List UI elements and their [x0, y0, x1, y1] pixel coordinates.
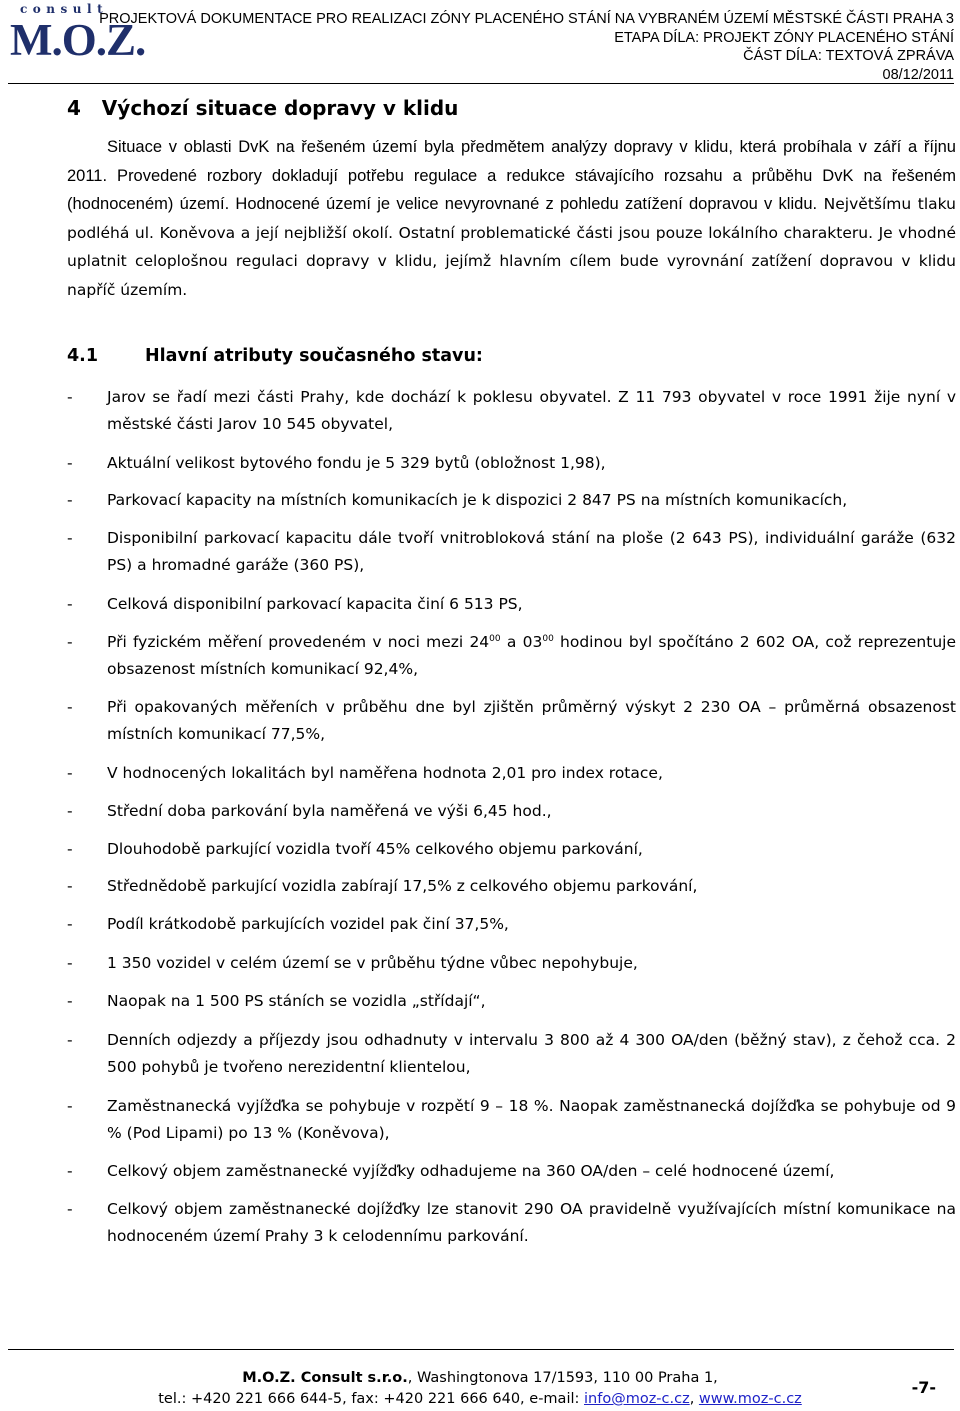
subsection-number: 4.1: [67, 346, 99, 366]
list-item: - Naopak na 1 500 PS stáních se vozidla „střídají“,: [67, 992, 486, 1010]
list-item: - Celkový objem zaměstnanecké vyjížďky odhadujeme na 360 OA/den – celé hodnocené území,: [67, 1162, 835, 1180]
list-item: - Zaměstnanecká vyjížďka se pohybuje v rozpětí 9 – 18 %. Naopak zaměstnanecká dojížďka se pohybuje od 9 % (Pod Lipami) po 13 % (Koněvova),: [67, 1097, 956, 1142]
list-item: - Disponibilní parkovací kapacitu dále tvoří vnitrobloková stání na ploše (2 643 PS), individuální garáže (632 PS) a hromadné garáže (360 PS),: [67, 529, 956, 574]
list-item: - Denních odjezdy a příjezdy jsou odhadnuty v intervalu 3 800 až 4 300 OA/den (běžný stav), z čehož cca. 2 500 pohybů je tvořeno nerezidentní klientelou,: [67, 1031, 956, 1076]
list-item: - Při fyzickém měření provedeném v noci mezi $24^{00}$ a $03^{00}$ hodinou byl spočítáno 2 602 OA, což reprezentuje obsazenost místních komunikací 92,4%,: [67, 633, 957, 678]
footer-address: , Washingtonova 17/1593, 110 00 Praha 1,: [407, 1370, 718, 1386]
footer-contact-line: tel.: +420 221 666 644-5, fax: +420 221 666 640, e-mail: info@moz-c.cz, www.moz-c.cz: [158, 1391, 802, 1407]
logo-moz-text: M.O.Z.: [10, 15, 146, 65]
footer-company: M.O.Z. Consult s.r.o.: [242, 1370, 408, 1386]
list-item: - Celkový objem zaměstnanecké dojížďky lze stanovit 290 OA pravidelně využívajících místní komunikace na hodnoceném území Prahy 3 k celodennímu parkování.: [67, 1200, 956, 1245]
page-number: -7-: [911, 1378, 936, 1397]
list-item: - V hodnocených lokalitách byl naměřena hodnota 2,01 pro index rotace,: [67, 764, 663, 782]
header-stage: ETAPA DÍLA: PROJEKT ZÓNY PLACENÉHO STÁNÍ: [614, 29, 954, 46]
header-date: 08/12/2011: [882, 66, 954, 83]
footer-email-link[interactable]: info@moz-c.cz: [584, 1391, 690, 1407]
list-item: - Podíl krátkodobě parkujících vozidel pak činí 37,5%,: [67, 915, 509, 933]
intro-paragraph-part1: Situace v oblasti DvK na řešeném území byla předmětem analýzy dopravy v klidu, která probíhala v září a říjnu 2011. Provedené rozbory dokladují potřebu regulace a redukce stávajícího rozsahu a průběhu DvK na řešeném (hodnoceném) území. Hodnocené území je velice nevyrovnané z pohledu zatížení dopravou v klidu.: [67, 138, 956, 213]
list-item: - Při opakovaných měřeních v průběhu dne byl zjištěn průměrný výskyt 2 230 OA – průměrná obsazenost místních komunikací 77,5%,: [67, 698, 956, 743]
list-item: - Střední doba parkování byla naměřená ve výši 6,45 hod.,: [67, 802, 552, 820]
header-divider: [8, 83, 954, 84]
subsection-title: Hlavní atributy současného stavu:: [145, 346, 483, 366]
footer-contact: tel.: +420 221 666 644-5, fax: +420 221 666 640, e-mail:: [158, 1391, 584, 1407]
footer-web-link[interactable]: www.moz-c.cz: [698, 1391, 802, 1407]
header-part: ČÁST DÍLA: TEXTOVÁ ZPRÁVA: [743, 48, 954, 64]
header-project-title: PROJEKTOVÁ DOKUMENTACE PRO REALIZACI ZÓNY PLACENÉHO STÁNÍ NA VYBRANÉM ÚZEMÍ MĚSTSKÉ ČÁSTI PRAHA 3: [99, 11, 954, 27]
list-item: - Střednědobě parkující vozidla zabírají 17,5% z celkového objemu parkování,: [67, 877, 698, 895]
section-heading: 4 Výchozí situace dopravy v klidu: [67, 96, 459, 120]
footer-divider: [8, 1349, 954, 1350]
list-item: - Jarov se řadí mezi části Prahy, kde dochází k poklesu obyvatel. Z 11 793 obyvatel v roce 1991 žije nyní v městské části Jarov 10 545 obyvatel,: [67, 388, 956, 433]
footer-address-line: [0, 1370, 960, 1386]
intro-paragraph-part2: Největšímu tlaku podléhá ul. Koněvova a její nejbližší okolí. Ostatní problematické části jsou pouze lokálního charakteru. Je vhodné uplatnit celoplošnou regulaci dopravy v klidu, jejímž hlavním cílem bude vyrovnání zatížení dopravou v klidu napříč územím.: [67, 195, 956, 299]
logo-consult-text: consult: [20, 2, 109, 16]
list-item: - Aktuální velikost bytového fondu je 5 329 bytů (obložnost 1,98),: [67, 454, 606, 472]
intro-paragraph: [67, 133, 956, 304]
list-item: - Celková disponibilní parkovací kapacita činí 6 513 PS,: [67, 595, 523, 613]
company-logo: [8, 2, 146, 66]
list-item: - Dlouhodobě parkující vozidla tvoří 45% celkového objemu parkování,: [67, 840, 643, 858]
list-item: - Parkovací kapacity na místních komunikacích je k dispozici 2 847 PS na místních komunikacích,: [67, 491, 848, 509]
list-item: - 1 350 vozidel v celém území se v průběhu týdne vůbec nepohybuje,: [67, 954, 638, 972]
document-header: [99, 10, 954, 84]
subsection-heading: [67, 346, 483, 366]
